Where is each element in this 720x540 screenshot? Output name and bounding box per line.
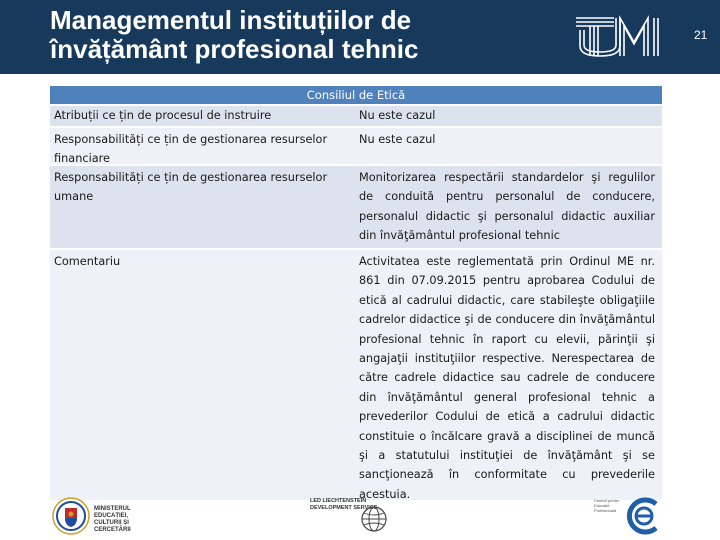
led-label: LED LIECHTENSTEIN DEVELOPMENT SERVICE [310,498,378,511]
table-row [50,126,662,164]
row-value: Nu este cazul [359,133,436,146]
row-label: Responsabilități ce țin de gestionarea resurselor umane [54,171,328,203]
row-label: Responsabilități ce țin de gestionarea resurselor financiare [54,133,328,165]
row-value: Activitatea este reglementată prin Ordinul ME nr. 861 din 07.09.2015 pentru aprobarea Codului de etică al cadrului didactic, care stabileşte obligaţiile cadrelor didactice şi de conducere din învăţământul profesional tehnic în raport cu elevii, părinţii şi angajaţii instituţiilor respective. Nerespectarea de către cadrele didactice sau cadrele de conducere din învăţământul general profesional tehnic a prevederilor Codului de etică a cadrului didactic constituie o încălcare gravă a disciplinei de muncă şi a statutului instituţiei de învăţământ şi se sancţionează în conformitate cu prevederile acestuia. [359,255,655,501]
table-row [50,248,662,500]
row-value: Monitorizarea respectării standardelor şi regulilor de conduită pentru personalul de conducere, personalul didactic şi personalul didactic auxiliar din învăţământul profesional tehnic [359,171,655,243]
row-value: Nu este cazul [359,109,436,122]
table-row [50,164,662,248]
slide-title-line1: Managementul instituțiilor de [50,5,412,35]
slide-title-line2: învățământ profesional tehnic [50,34,419,64]
row-label: Comentariu [54,255,121,268]
globe-icon [358,504,390,534]
row-label: Atribuții ce țin de procesul de instruire [54,109,272,122]
ethics-council-table [50,86,662,500]
ce-logo-icon [622,496,668,536]
slide-title [50,6,530,64]
table-heading: Consiliul de Etică [50,86,662,104]
ministry-label: MINISTERUL EDUCAȚIEI, CULTURII ȘI CERCETĂRII [94,506,131,533]
footer-logos [0,492,720,540]
moldova-coat-of-arms-icon [52,496,90,536]
ce-label: Centrul pentru Educație Profesională [594,498,620,513]
page-number: 21 [694,28,708,42]
table-row [50,104,662,126]
utm-logo-icon [574,10,674,62]
slide-header [0,0,720,74]
